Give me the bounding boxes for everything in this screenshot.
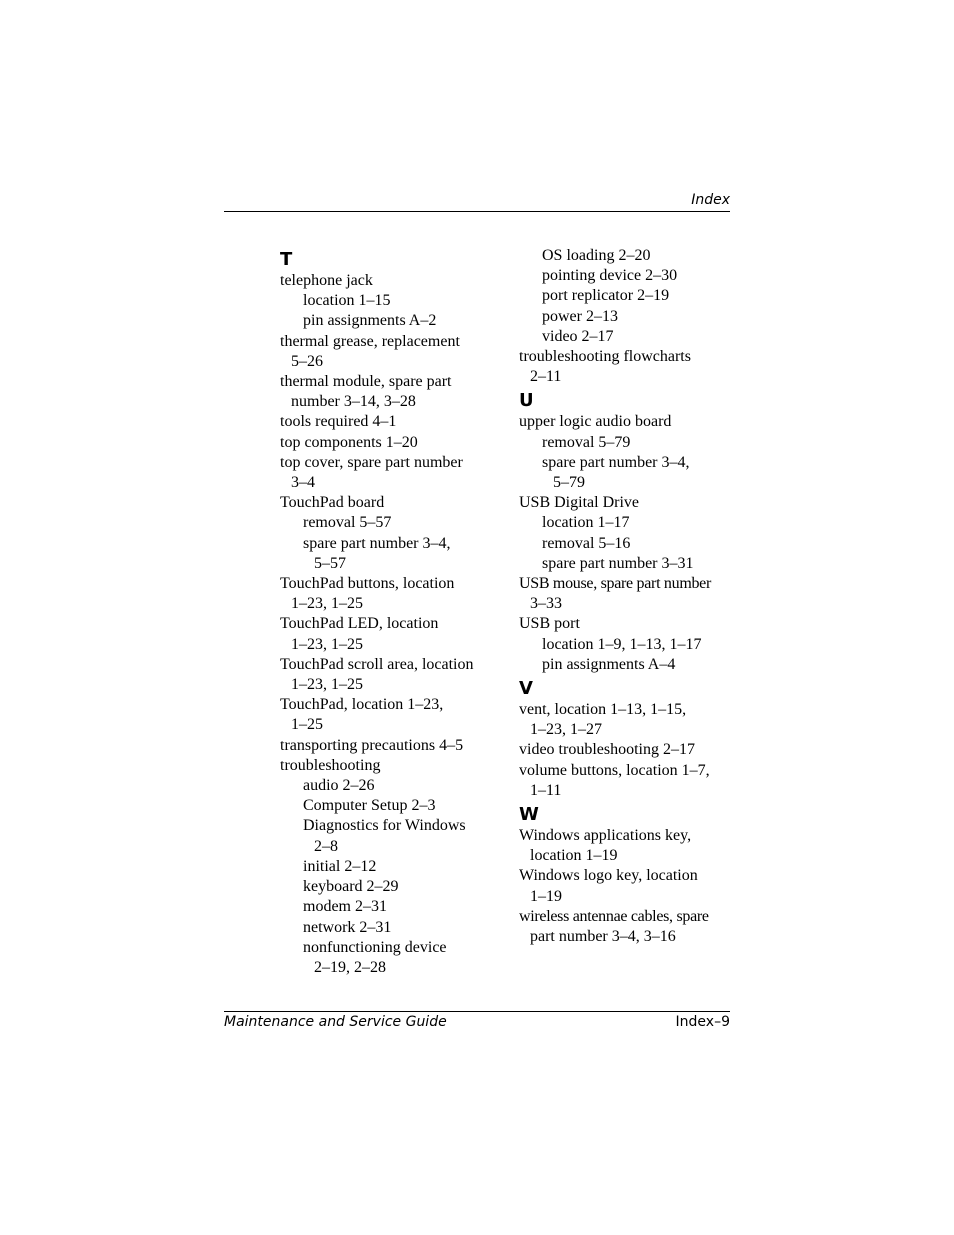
footer-page-number: Index–9 <box>675 1014 730 1030</box>
index-subentry: OS loading 2–20 <box>542 247 651 264</box>
section-letter-v: V <box>519 678 533 700</box>
index-subentry: pin assignments A–2 <box>303 312 437 330</box>
index-entry: USB mouse, spare part number <box>519 575 712 593</box>
index-subentry-continuation: 5–79 <box>553 474 585 492</box>
index-entry: TouchPad LED, location <box>280 615 439 633</box>
index-entry: thermal module, spare part <box>280 373 452 391</box>
index-entry: USB Digital Drive <box>519 494 639 512</box>
section-letter-u: U <box>519 390 534 412</box>
index-entry: troubleshooting <box>280 756 381 774</box>
index-entry-continuation: 3–33 <box>530 595 562 613</box>
footer-guide-title: Maintenance and Service Guide <box>224 1014 447 1030</box>
index-entry: transporting precautions 4–5 <box>280 736 464 754</box>
index-entry: TouchPad board <box>280 494 385 512</box>
index-entry: TouchPad, location 1–23, <box>280 696 444 714</box>
index-subentry: removal 5–16 <box>542 534 631 552</box>
index-entry: tools required 4–1 <box>280 413 397 431</box>
index-subentry: pointing device 2–30 <box>542 267 678 285</box>
index-entry-continuation: number 3–14, 3–28 <box>291 393 416 411</box>
index-entry: video troubleshooting 2–17 <box>519 741 695 759</box>
index-entry-continuation: 1–11 <box>530 781 562 799</box>
index-entry: volume buttons, location 1–7, <box>519 761 710 779</box>
index-subentry: removal 5–57 <box>303 514 392 532</box>
footer-rule <box>224 1011 730 1012</box>
index-entry-continuation: 5–26 <box>291 352 323 370</box>
index-subentry: initial 2–12 <box>303 857 377 875</box>
index-subentry: keyboard 2–29 <box>303 878 399 896</box>
index-entry-continuation: 3–4 <box>291 474 315 492</box>
index-subentry: nonfunctioning device <box>303 938 447 956</box>
index-subentry: Computer Setup 2–3 <box>303 797 436 815</box>
index-entry: telephone jack <box>280 272 373 289</box>
index-entry: vent, location 1–13, 1–15, <box>519 701 687 719</box>
index-subentry: spare part number 3–31 <box>542 554 694 572</box>
index-column-left <box>280 246 495 978</box>
index-subentry: modem 2–31 <box>303 898 387 916</box>
index-subentry: spare part number 3–4, <box>542 453 690 471</box>
running-head: Index <box>691 192 730 208</box>
index-entry: Windows logo key, location <box>519 867 698 885</box>
index-subentry: location 1–15 <box>303 292 391 310</box>
section-letter-t: T <box>280 249 293 270</box>
index-subentry: location 1–9, 1–13, 1–17 <box>542 635 702 653</box>
index-entry: TouchPad scroll area, location <box>280 655 474 673</box>
index-entry: TouchPad buttons, location <box>280 575 455 593</box>
index-subentry-continuation: 5–57 <box>314 554 346 572</box>
index-entry-continuation: part number 3–4, 3–16 <box>530 928 676 946</box>
index-entry: top cover, spare part number <box>280 453 463 471</box>
index-subentry: video 2–17 <box>542 327 614 345</box>
index-entry-continuation: 1–23, 1–27 <box>530 721 602 739</box>
index-subentry: location 1–17 <box>542 514 630 532</box>
index-subentry: port replicator 2–19 <box>542 287 670 305</box>
index-entry: troubleshooting flowcharts <box>519 348 691 366</box>
index-entry: top components 1–20 <box>280 433 418 451</box>
index-subentry: Diagnostics for Windows <box>303 817 466 835</box>
header-rule <box>224 211 730 212</box>
index-entry: wireless antennae cables, spare <box>519 907 709 925</box>
index-entry: Windows applications key, <box>519 827 692 845</box>
index-entry: thermal grease, replacement <box>280 332 460 350</box>
index-column-right <box>519 246 734 947</box>
index-subentry: pin assignments A–4 <box>542 655 676 673</box>
index-subentry: spare part number 3–4, <box>303 534 451 552</box>
index-subentry-continuation: 2–19, 2–28 <box>314 958 386 976</box>
index-entry-continuation: 1–23, 1–25 <box>291 676 363 694</box>
index-subentry: removal 5–79 <box>542 433 631 451</box>
index-subentry: network 2–31 <box>303 918 392 936</box>
index-entry: USB port <box>519 615 580 633</box>
index-entry-continuation: 1–19 <box>530 887 562 905</box>
index-subentry-continuation: 2–8 <box>314 837 338 855</box>
index-entry-continuation: location 1–19 <box>530 847 618 865</box>
index-subentry: audio 2–26 <box>303 777 375 795</box>
section-letter-w: W <box>519 804 539 826</box>
index-entry-continuation: 1–23, 1–25 <box>291 635 363 653</box>
index-entry-continuation: 2–11 <box>530 368 562 386</box>
index-subentry: power 2–13 <box>542 307 618 325</box>
index-entry-continuation: 1–25 <box>291 716 323 734</box>
index-entry: upper logic audio board <box>519 413 672 431</box>
index-entry-continuation: 1–23, 1–25 <box>291 595 363 613</box>
